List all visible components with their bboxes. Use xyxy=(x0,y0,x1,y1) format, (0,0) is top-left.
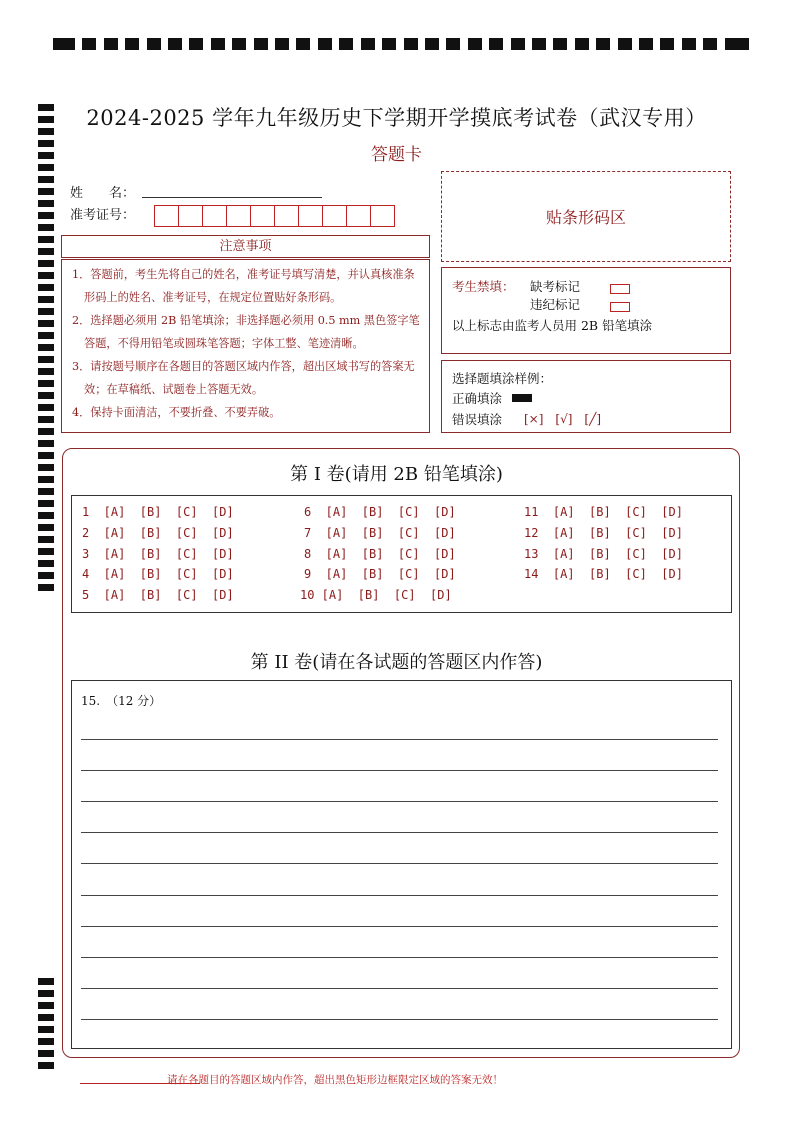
answer-line xyxy=(81,832,718,833)
answer-line xyxy=(81,863,718,864)
fill-sample-box xyxy=(441,360,731,433)
forbid-note: 以上标志由监考人员用 2B 铅笔填涂 xyxy=(452,318,653,333)
answer-line xyxy=(81,801,718,802)
answer-line xyxy=(81,988,718,989)
top-timing-marks xyxy=(53,38,749,50)
choice-row[interactable]: 9 [A] [B] [C] [D] xyxy=(304,567,456,581)
notice-item: 4．保持卡面清洁，不要折叠、不要弄破。 xyxy=(72,406,281,419)
correct-label: 正确填涂 xyxy=(452,391,503,406)
answer-line xyxy=(81,739,718,740)
part1-title: 第 I 卷(请用 2B 铅笔填涂) xyxy=(290,464,503,485)
name-label: 姓 名： xyxy=(70,186,136,201)
wrong-label: 错误填涂 xyxy=(452,412,503,427)
answer-line xyxy=(81,1019,718,1020)
exam-id-boxes[interactable] xyxy=(155,205,395,227)
page-subtitle: 答题卡 xyxy=(371,145,422,165)
notice-item: 3．请按题号顺序在各题目的答题区域内作答，超出区域书写的答案无效；在草稿纸、试题卷上答题无效。 xyxy=(72,360,415,396)
correct-fill-icon xyxy=(512,394,532,402)
notice-item: 1．答题前，考生先将自己的姓名，准考证号填写清楚，并认真核准条形码上的姓名、准考证号，在规定位置贴好条形码。 xyxy=(72,268,415,304)
name-field[interactable] xyxy=(142,197,322,198)
choice-row[interactable]: 6 [A] [B] [C] [D] xyxy=(304,505,456,519)
q15-label: 15. （12 分） xyxy=(81,694,162,708)
q15-answer-box[interactable] xyxy=(71,680,732,1049)
violation-mark-box[interactable] xyxy=(610,302,630,312)
forbid-label: 考生禁填： xyxy=(452,279,515,294)
choice-row[interactable]: 14 [A] [B] [C] [D] xyxy=(524,567,683,581)
choice-row[interactable]: 4 [A] [B] [C] [D] xyxy=(82,567,234,581)
left-timing-marks-bottom xyxy=(38,978,54,1069)
choice-row[interactable]: 3 [A] [B] [C] [D] xyxy=(82,547,234,561)
footer-warning: 请在各题目的答题区域内作答，超出黑色矩形边框限定区域的答案无效！ xyxy=(167,1074,503,1086)
id-label: 准考证号： xyxy=(70,208,136,223)
choice-row[interactable]: 7 [A] [B] [C] [D] xyxy=(304,526,456,540)
answer-line xyxy=(81,895,718,896)
choice-row[interactable]: 2 [A] [B] [C] [D] xyxy=(82,526,234,540)
choice-row[interactable]: 1 [A] [B] [C] [D] xyxy=(82,505,234,519)
barcode-area: 贴条形码区 xyxy=(441,171,731,262)
choice-row[interactable]: 11 [A] [B] [C] [D] xyxy=(524,505,683,519)
examiner-only-box xyxy=(441,267,731,354)
page-title: 2024-2025 学年九年级历史下学期开学摸底考试卷（武汉专用） xyxy=(86,106,707,130)
answer-line xyxy=(81,926,718,927)
notice-box xyxy=(61,259,430,433)
notice-item: 2．选择题必须用 2B 铅笔填涂；非选择题必须用 0.5 mm 黑色签字笔答题，不得用铅笔或圆珠笔答题；字体工整、笔迹清晰。 xyxy=(72,314,420,350)
part2-title: 第 II 卷(请在各试题的答题区内作答) xyxy=(250,652,543,673)
answer-line xyxy=(81,770,718,771)
choice-row[interactable]: 8 [A] [B] [C] [D] xyxy=(304,547,456,561)
choice-row[interactable]: 13 [A] [B] [C] [D] xyxy=(524,547,683,561)
wrong-fill-examples: [×] [√] [╱] xyxy=(524,412,602,426)
choice-row[interactable]: 10 [A] [B] [C] [D] xyxy=(300,588,452,602)
absent-mark-box[interactable] xyxy=(610,284,630,294)
sample-title: 选择题填涂样例： xyxy=(452,371,553,386)
answer-line xyxy=(81,957,718,958)
absent-label: 缺考标记 xyxy=(530,279,581,294)
notice-heading: 注意事项 xyxy=(61,235,430,258)
violation-label: 违纪标记 xyxy=(530,297,581,312)
choice-row[interactable]: 5 [A] [B] [C] [D] xyxy=(82,588,234,602)
choice-row[interactable]: 12 [A] [B] [C] [D] xyxy=(524,526,683,540)
